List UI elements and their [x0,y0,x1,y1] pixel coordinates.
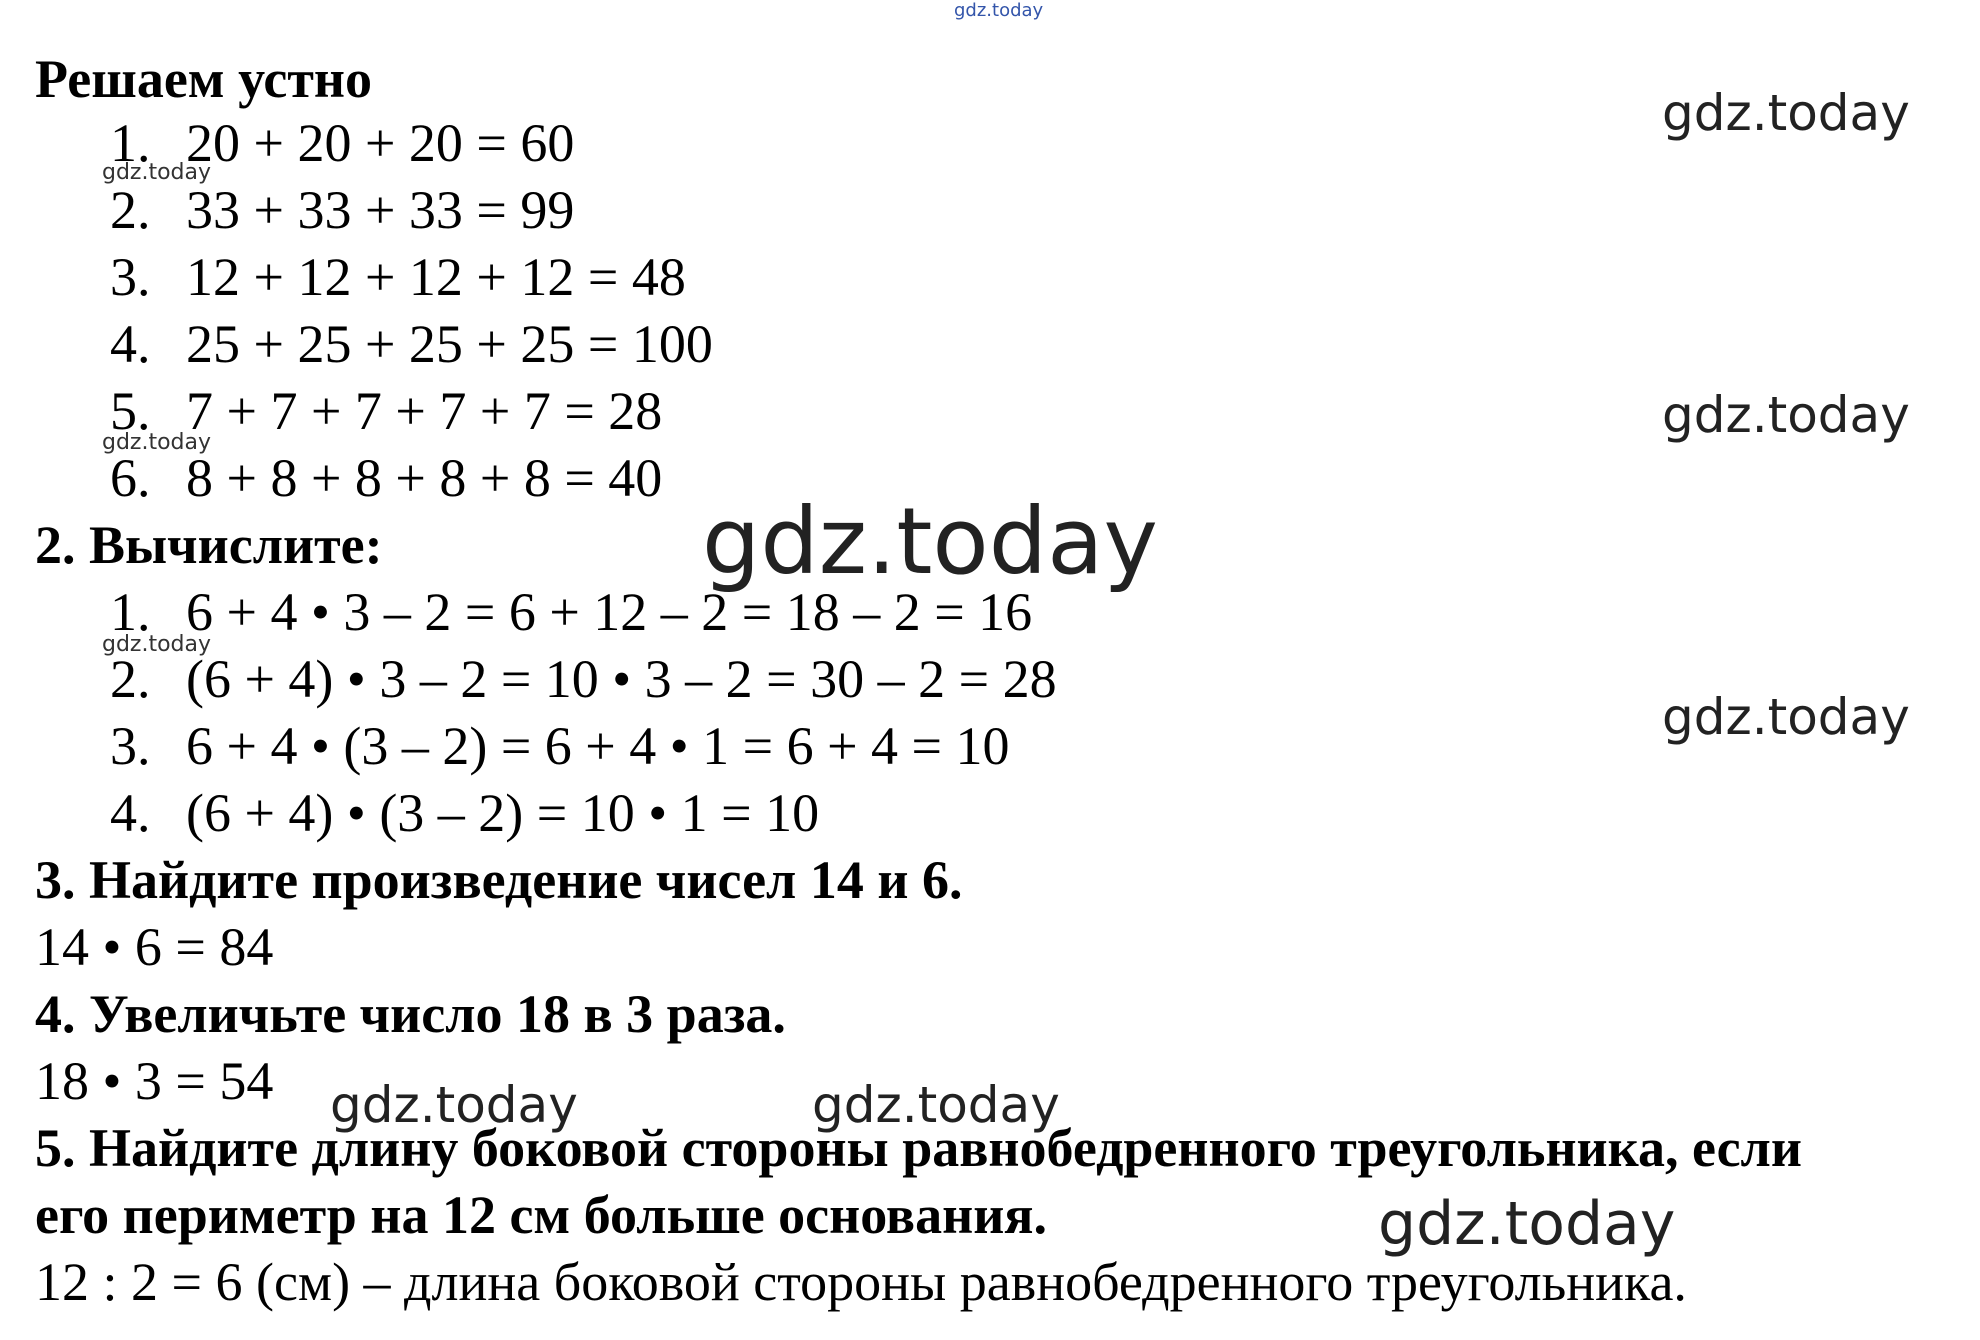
item-number: 2. [110,180,151,240]
item-expression: 6 + 4 • (3 – 2) = 6 + 4 • 1 = 6 + 4 = 10 [186,716,1010,776]
watermark-small-3: gdz.today [102,632,212,657]
item-expression: 20 + 20 + 20 = 60 [186,113,575,173]
item-number: 2. [110,649,151,709]
oral-item-6 [110,448,663,508]
section-compute-title: 2. Вычислите: [35,515,383,575]
item-number: 4. [110,783,151,843]
oral-item-2 [110,180,575,240]
product-answer: 14 • 6 = 84 [35,917,274,977]
compute-item-1 [110,582,1033,642]
section-increase-title: 4. Увеличьте число 18 в 3 раза. [35,984,786,1044]
watermark-bottom-3: gdz.today [1378,1189,1676,1259]
item-expression: 8 + 8 + 8 + 8 + 8 = 40 [186,448,663,508]
watermark-small-2: gdz.today [102,430,212,455]
item-expression: 25 + 25 + 25 + 25 = 100 [186,314,713,374]
item-expression: (6 + 4) • 3 – 2 = 10 • 3 – 2 = 30 – 2 = 28 [186,649,1057,709]
watermark-bottom-2: gdz.today [812,1076,1060,1134]
watermark-top: gdz.today [954,0,1044,21]
item-expression: 33 + 33 + 33 = 99 [186,180,575,240]
increase-answer: 18 • 3 = 54 [35,1051,274,1111]
item-number: 3. [110,716,151,776]
triangle-answer: 12 : 2 = 6 (см) – длина боковой стороны равнобедренного треугольника. [35,1252,1687,1312]
item-expression: (6 + 4) • (3 – 2) = 10 • 1 = 10 [186,783,820,843]
section-triangle-title-line1: 5. Найдите длину боковой стороны равнобедренного треугольника, если [35,1118,1802,1178]
oral-item-5 [110,381,663,441]
section-triangle-title-line2: его периметр на 12 см больше основания. [35,1185,1048,1245]
compute-item-3 [110,716,1010,776]
oral-item-4 [110,314,713,374]
watermark-small-1: gdz.today [102,160,212,185]
watermark-right-3: gdz.today [1662,688,1910,746]
oral-item-1 [110,113,575,173]
compute-item-4 [110,783,820,843]
item-expression: 12 + 12 + 12 + 12 = 48 [186,247,686,307]
watermark-center-large: gdz.today [702,488,1158,595]
item-number: 3. [110,247,151,307]
item-number: 6. [110,448,151,508]
item-expression: 6 + 4 • 3 – 2 = 6 + 12 – 2 = 18 – 2 = 16 [186,582,1033,642]
watermark-right-1: gdz.today [1662,84,1910,142]
watermark-bottom-1: gdz.today [330,1076,578,1134]
item-number: 5. [110,381,151,441]
item-expression: 7 + 7 + 7 + 7 + 7 = 28 [186,381,663,441]
watermark-right-2: gdz.today [1662,386,1910,444]
section-oral-title: Решаем устно [35,49,373,109]
compute-item-2 [110,649,1057,709]
oral-item-3 [110,247,686,307]
item-number: 4. [110,314,151,374]
item-number: 1. [110,582,151,642]
section-product-title: 3. Найдите произведение чисел 14 и 6. [35,850,963,910]
item-number: 1. [110,113,151,173]
